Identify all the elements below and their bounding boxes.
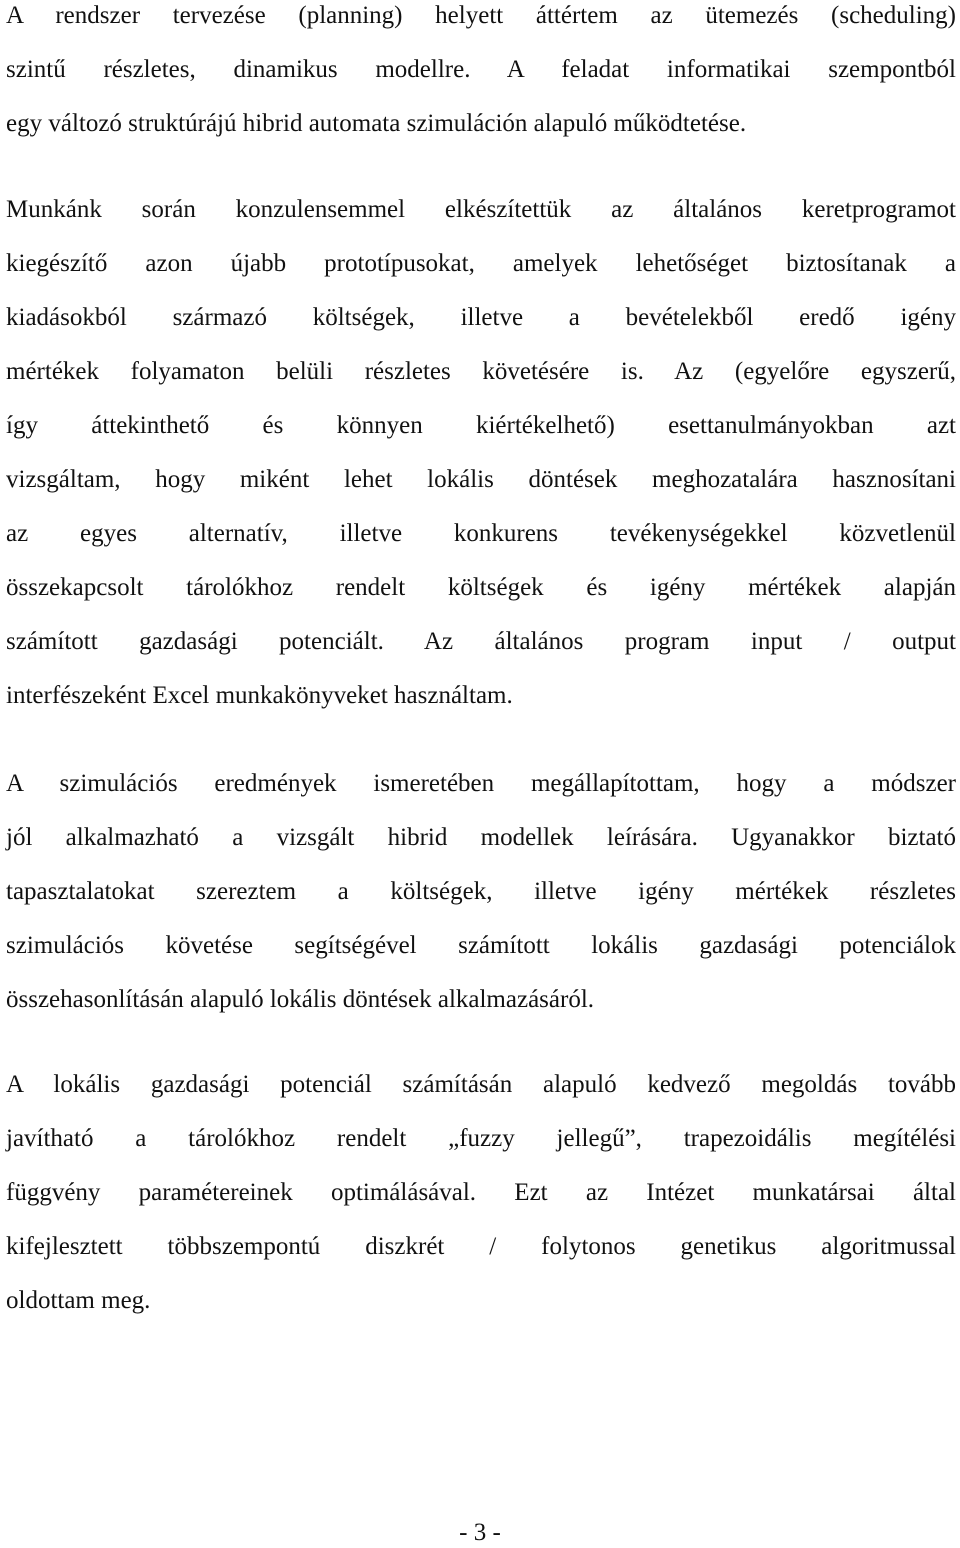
text-line: A lokális gazdasági potenciál számításán alapuló kedvező megoldás tovább: [6, 1071, 956, 1098]
text-line: oldottam meg.: [6, 1287, 151, 1314]
text-line: mértékek folyamaton belüli részletes követésére is. Az (egyelőre egyszerű,: [6, 358, 956, 385]
text-line: összehasonlításán alapuló lokális döntések alkalmazásáról.: [6, 986, 595, 1013]
text-line: A szimulációs eredmények ismeretében megállapítottam, hogy a módszer: [6, 770, 956, 797]
paragraph-3: [6, 757, 956, 1027]
text-line: javítható a tárolókhoz rendelt „fuzzy jellegű”, trapezoidális megítélési: [6, 1125, 956, 1152]
text-line: szimulációs követése segítségével számított lokális gazdasági potenciálok: [6, 932, 956, 959]
paragraph-2: [6, 183, 956, 723]
text-line: Munkánk során konzulensemmel elkészítettük az általános keretprogramot: [6, 196, 956, 223]
text-line: szintű részletes, dinamikus modellre. A feladat informatikai szempontból: [6, 56, 956, 83]
text-line: az egyes alternatív, illetve konkurens tevékenységekkel közvetlenül: [6, 520, 956, 547]
text-line: interfészeként Excel munkakönyveket használtam.: [6, 682, 513, 709]
text-line: egy változó struktúrájú hibrid automata szimuláción alapuló működtetése.: [6, 110, 747, 137]
text-line: így áttekinthető és könnyen kiértékelhető) esettanulmányokban azt: [6, 412, 956, 439]
text-line: összekapcsolt tárolókhoz rendelt költségek és igény mértékek alapján: [6, 574, 956, 601]
text-line: kifejlesztett többszempontú diszkrét / folytonos genetikus algoritmussal: [6, 1233, 956, 1260]
text-line: függvény paramétereinek optimálásával. Ezt az Intézet munkatársai által: [6, 1179, 956, 1206]
text-line: vizsgáltam, hogy miként lehet lokális döntések meghozatalára hasznosítani: [6, 466, 956, 493]
text-line: A rendszer tervezése (planning) helyett áttértem az ütemezés (scheduling): [6, 2, 956, 29]
paragraph-4: [6, 1058, 956, 1328]
text-line: kiegészítő azon újabb prototípusokat, amelyek lehetőséget biztosítanak a: [6, 250, 956, 277]
text-line: jól alkalmazható a vizsgált hibrid modellek leírására. Ugyanakkor biztató: [6, 824, 956, 851]
paragraph-1: [6, 0, 956, 151]
text-line: kiadásokból származó költségek, illetve a bevételekből eredő igény: [6, 304, 956, 331]
text-line: számított gazdasági potenciált. Az általános program input / output: [6, 628, 956, 655]
page-number: - 3 -: [459, 1519, 501, 1546]
text-line: tapasztalatokat szereztem a költségek, illetve igény mértékek részletes: [6, 878, 956, 905]
